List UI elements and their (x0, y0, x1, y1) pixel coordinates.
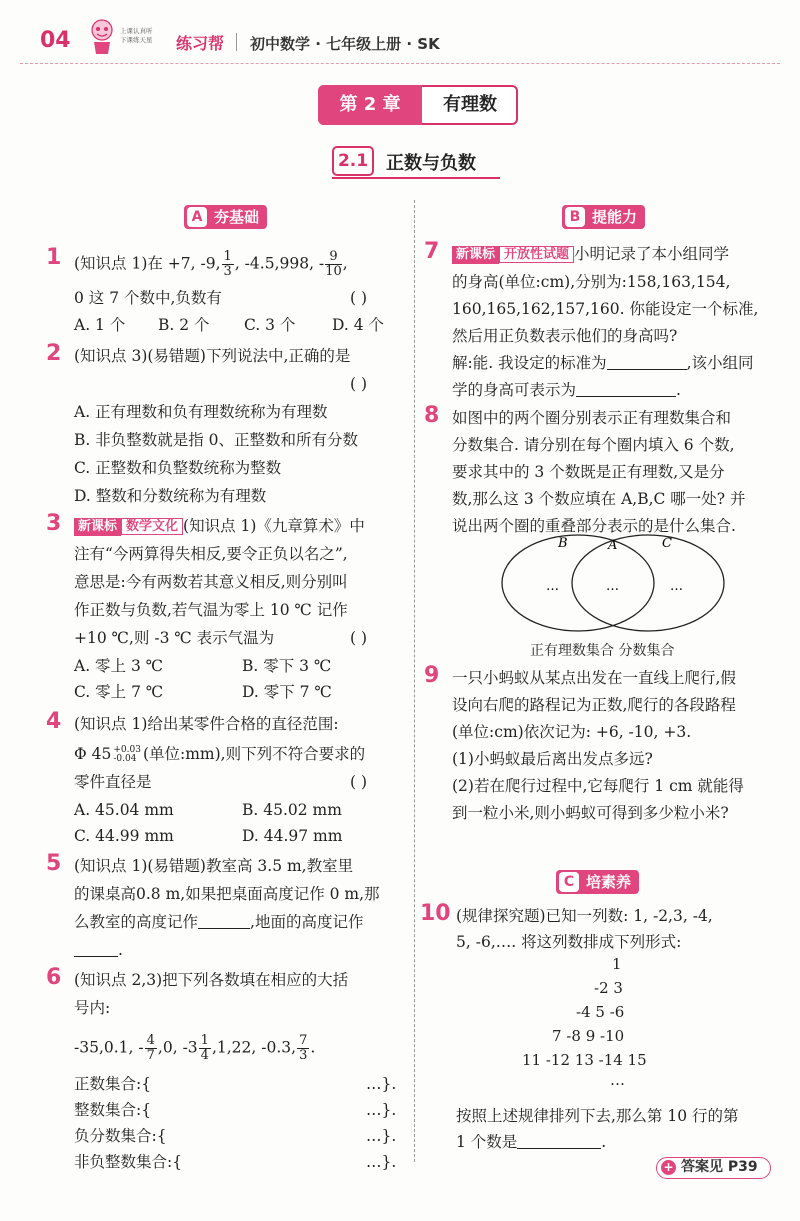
mascot-logo-icon (88, 18, 116, 56)
q9-line: (1)小蚂蚁最后离出发点多远? (452, 750, 653, 768)
section-heading (332, 146, 500, 178)
set-label: 负分数集合:{ (74, 1127, 167, 1145)
q1-text: (知识点 1)在 +7, -9, (74, 254, 221, 273)
q7-line6 (452, 380, 681, 400)
q4-line2 (74, 744, 365, 764)
q7-text: ,该小组同 (686, 354, 754, 372)
fraction (222, 250, 234, 279)
option: B. 2 个 (158, 316, 210, 334)
option: A. 零上 3 ℃ (74, 657, 164, 675)
set-label: 正数集合:{ (74, 1075, 152, 1093)
q10-line-end2 (456, 1132, 606, 1152)
tag-letter: A (187, 207, 207, 227)
option: D. 整数和分数统称为有理数 (74, 487, 267, 505)
book-title: 初中数学 · 七年级上册 · SK (250, 35, 440, 53)
tag-label: 夯基础 (214, 208, 260, 226)
column-divider (414, 200, 415, 1162)
venn-dots-middle: … (606, 579, 619, 594)
section-underline (332, 177, 500, 179)
q7-line5 (452, 353, 754, 373)
set-end: …}. (366, 1075, 397, 1093)
q1-line1 (74, 250, 348, 279)
triangle-row: 11 -12 13 -14 15 (522, 1051, 647, 1069)
venn-label-a: A (608, 538, 618, 553)
question-number: 10 (420, 901, 451, 926)
badge-new-standard: 新课标 (452, 246, 499, 264)
venn-dots-left: … (546, 579, 559, 594)
answer-blank[interactable] (517, 1133, 601, 1149)
q3-text: (知识点 1)《九章算术》中 (183, 517, 365, 535)
question-number: 7 (424, 239, 440, 264)
q10-text: 1 个数是 (456, 1133, 518, 1151)
header-separator (236, 33, 237, 51)
tag-label: 培素养 (586, 873, 632, 891)
triangle-row: … (610, 1071, 625, 1089)
q1-text: , (342, 254, 348, 273)
q6-line2: 号内: (74, 999, 111, 1017)
slogan (120, 27, 153, 45)
set-end: …}. (366, 1153, 397, 1171)
q7-text: . (676, 381, 681, 399)
set-end: …}. (366, 1127, 397, 1145)
q10-line1: (规律探究题)已知一列数: 1, -2,3, -4, (456, 907, 713, 925)
option: B. 零下 3 ℃ (242, 657, 332, 675)
venn-label-c: C (662, 536, 672, 551)
q1-line2: 0 这 7 个数中,负数有 (74, 289, 222, 307)
q8-line: 说出两个圈的重叠部分表示的是什么集合. (452, 517, 736, 535)
answer-paren: ( ) (350, 773, 368, 791)
venn-diagram (498, 532, 728, 634)
q7-line1 (452, 244, 729, 264)
option: A. 1 个 (74, 316, 126, 334)
numerator: 4 (146, 1033, 155, 1048)
page-number: 04 (40, 28, 71, 53)
denominator: 3 (223, 264, 232, 279)
q6-text: . (310, 1038, 316, 1057)
chapter-number: 第 2 章 (318, 85, 422, 125)
q10-line2: 5, -6,…. 将这列数排成下列形式: (456, 933, 682, 951)
q9-line: (2)若在爬行过程中,它每爬行 1 cm 就能得 (452, 777, 744, 795)
answer-paren: ( ) (350, 629, 368, 647)
badge-open-question: 开放性试题 (499, 246, 574, 263)
venn-label-b: B (558, 536, 568, 551)
q9-line: 到一粒小米,则小蚂蚁可得到多少粒小米? (452, 804, 729, 822)
q9-line: 设向右爬的路程记为正数,爬行的各段路程 (452, 696, 736, 714)
option: B. 45.02 mm (242, 801, 342, 819)
denominator: 4 (200, 1048, 209, 1063)
denominator: 3 (299, 1048, 308, 1063)
q3-line: 作正数与负数,若气温为零上 10 ℃ 记作 (74, 601, 348, 619)
q5-text: 么教室的高度记作 (74, 913, 199, 931)
question-number: 8 (424, 403, 440, 428)
answer-reference[interactable] (656, 1157, 771, 1179)
triangle-row: -2 3 (594, 979, 623, 997)
q7-line: 160,165,162,157,160. 你能设定一个标准, (452, 300, 759, 318)
option: A. 45.04 mm (74, 801, 174, 819)
q2-line1: (知识点 3)(易错题)下列说法中,正确的是 (74, 347, 351, 365)
set-end: …}. (366, 1101, 397, 1119)
question-number: 1 (46, 245, 62, 270)
page-header (0, 0, 800, 72)
q7-text: 小明记录了本小组同学 (574, 245, 730, 263)
answer-blank[interactable] (74, 941, 118, 957)
q3-line: 注有“今两算得失相反,要令正负以名之”, (74, 545, 348, 563)
question-number: 5 (46, 851, 62, 876)
option: D. 44.97 mm (242, 827, 343, 845)
triangle-row: -4 5 -6 (576, 1003, 625, 1021)
answer-reference-label: 答案见 P39 (681, 1159, 758, 1175)
q8-line: 要求其中的 3 个数既是正有理数,又是分 (452, 463, 725, 481)
header-rule (20, 63, 780, 64)
venn-caption: 正有理数集合 分数集合 (530, 643, 675, 659)
badge-new-standard: 新课标 (74, 518, 121, 536)
q5-line2: 的课桌高0.8 m,如果把桌面高度记作 0 m,那 (74, 885, 380, 903)
tag-basic (184, 205, 267, 229)
q6-text: -35,0.1, - (74, 1038, 144, 1057)
fraction-circle (572, 535, 724, 631)
option: C. 3 个 (244, 316, 296, 334)
q1-text: , -4.5,998, - (234, 254, 325, 273)
question-number: 4 (46, 709, 62, 734)
numerator: 7 (299, 1033, 308, 1048)
q3-line: +10 ℃,则 -3 ℃ 表示气温为 (74, 629, 275, 647)
denominator: 7 (146, 1048, 155, 1063)
q10-line-end1: 按照上述规律排列下去,那么第 10 行的第 (456, 1107, 739, 1125)
tolerance (113, 746, 141, 764)
question-number: 2 (46, 341, 62, 366)
q5-text: ,地面的高度记作 (250, 913, 364, 931)
q4-text: (单位:mm),则下列不符合要求的 (142, 745, 366, 763)
question-number: 6 (46, 965, 62, 990)
section-title: 正数与负数 (386, 153, 476, 174)
q4-line1: (知识点 1)给出某零件合格的直径范围: (74, 715, 339, 733)
tag-ability (562, 205, 645, 229)
triangle-row: 7 -8 9 -10 (552, 1027, 625, 1045)
q8-line: 分数集合. 请分别在每个圈内填入 6 个数, (452, 436, 735, 454)
fraction (199, 1034, 211, 1063)
option: C. 零上 7 ℃ (74, 683, 164, 701)
slogan-line-1: 上课认真听 (120, 27, 153, 35)
q7-text: 解:能. 我设定的标准为 (452, 354, 607, 372)
q8-line: 如图中的两个圈分别表示正有理数集合和 (452, 409, 732, 427)
tag-letter: C (559, 872, 579, 892)
question-number: 3 (46, 511, 62, 536)
triangle-row: 1 (612, 955, 622, 973)
option: B. 非负整数就是指 0、正整数和所有分数 (74, 431, 359, 449)
tolerance-upper: +0.03 (113, 745, 141, 755)
q5-text: . (118, 941, 123, 959)
q4-line3: 零件直径是 (74, 773, 152, 791)
option: C. 正整数和负整数统称为整数 (74, 459, 282, 477)
chapter-title: 有理数 (443, 94, 497, 115)
q5-line4 (74, 940, 123, 960)
number-triangle (520, 955, 740, 1100)
option: A. 正有理数和负有理数统称为有理数 (74, 403, 328, 421)
numerator: 1 (223, 249, 232, 264)
fraction (325, 250, 342, 279)
chapter-banner (318, 85, 518, 125)
q3-line1 (74, 516, 365, 536)
slogan-line-2: 下课练天星 (120, 36, 153, 44)
tag-letter: B (565, 207, 585, 227)
option: D. 4 个 (332, 316, 385, 334)
q9-line: (单位:cm)依次记为: +6, -10, +3. (452, 723, 692, 741)
q6-line1: (知识点 2,3)把下列各数填在相应的大括 (74, 971, 349, 989)
numerator: 9 (325, 250, 342, 265)
option: D. 零下 7 ℃ (242, 683, 332, 701)
q5-line3 (74, 912, 363, 932)
q6-numbers (74, 1034, 315, 1063)
q6-text: ,0, -3 (157, 1038, 198, 1057)
tag-label: 提能力 (592, 208, 638, 226)
question-number: 9 (424, 663, 440, 688)
q7-line: 然后用正负数表示他们的身高吗? (452, 327, 678, 345)
fraction (297, 1034, 309, 1063)
tag-literacy (556, 870, 639, 894)
set-label: 整数集合:{ (74, 1101, 152, 1119)
q8-line: 数,那么这 3 个数应填在 A,B,C 哪一处? 并 (452, 490, 746, 508)
section-number: 2.1 (332, 146, 374, 176)
fraction (145, 1034, 157, 1063)
plus-icon: + (661, 1160, 676, 1175)
q7-line: 的身高(单位:cm),分别为:158,163,154, (452, 273, 731, 291)
set-label: 非负整数集合:{ (74, 1153, 183, 1171)
venn-dots-right: … (670, 579, 683, 594)
brand-name: 练习帮 (176, 34, 225, 53)
q3-line: 意思是:今有两数若其意义相反,则分别叫 (74, 573, 348, 591)
option: C. 44.99 mm (74, 827, 174, 845)
denominator: 10 (325, 264, 342, 279)
q6-text: ,1,22, -0.3, (211, 1038, 297, 1057)
q9-line: 一只小蚂蚁从某点出发在一直线上爬行,假 (452, 669, 736, 687)
positive-rational-circle (502, 535, 654, 631)
badge-math-culture: 数学文化 (121, 518, 183, 535)
tolerance-lower: -0.04 (113, 754, 137, 764)
numerator: 1 (200, 1033, 209, 1048)
q5-line1: (知识点 1)(易错题)教室高 3.5 m,教室里 (74, 857, 354, 875)
answer-paren: ( ) (350, 375, 368, 393)
q10-text: . (601, 1133, 607, 1151)
answer-blank[interactable] (607, 354, 687, 370)
answer-blank[interactable] (198, 913, 250, 929)
answer-paren: ( ) (350, 289, 368, 307)
q7-text: 学的身高可表示为 (452, 381, 577, 399)
answer-blank[interactable] (576, 381, 676, 397)
q4-text: Φ 45 (74, 745, 112, 763)
